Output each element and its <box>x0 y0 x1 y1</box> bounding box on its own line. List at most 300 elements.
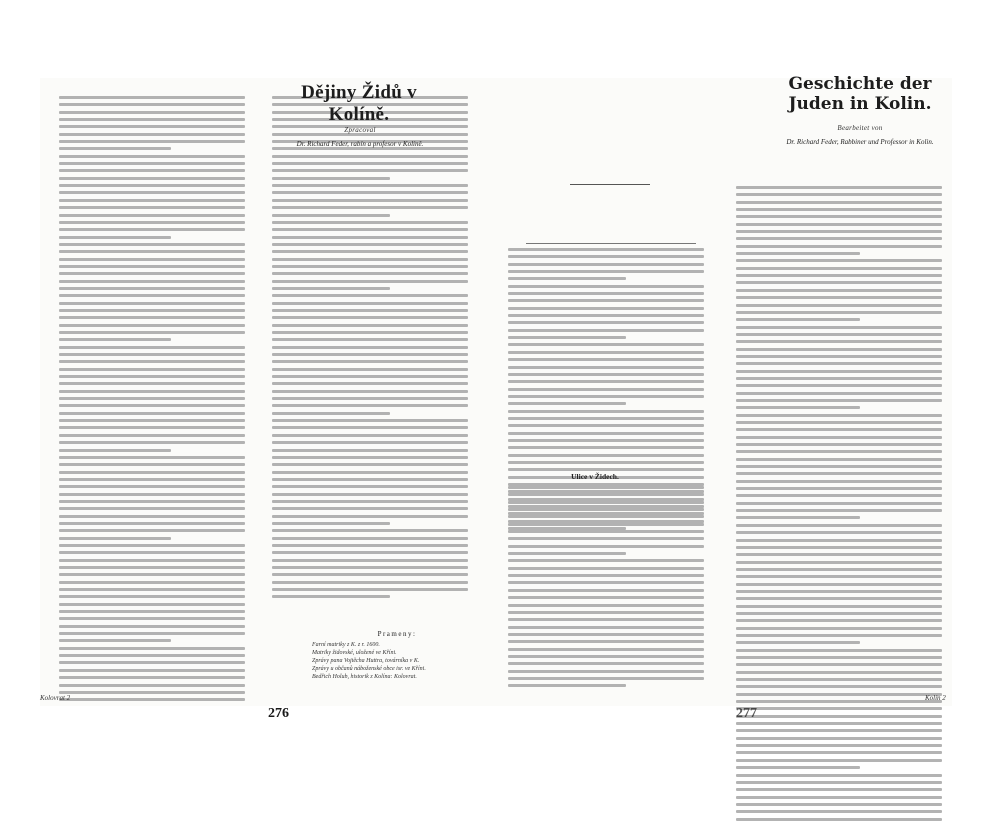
source-item: Farní matriky z K. z r. 1600. <box>312 642 380 648</box>
text-line <box>736 707 942 710</box>
text-line <box>272 478 468 481</box>
text-line <box>59 316 245 319</box>
german-column <box>736 186 942 825</box>
text-line <box>736 656 942 659</box>
title-rule <box>570 184 650 185</box>
text-line <box>736 259 942 262</box>
text-line <box>736 781 942 784</box>
text-line <box>736 561 942 564</box>
text-line <box>508 662 704 665</box>
text-line <box>508 468 704 471</box>
text-line <box>508 351 704 354</box>
text-line <box>736 796 942 799</box>
text-line <box>59 647 245 650</box>
text-line <box>736 509 942 512</box>
text-line <box>59 537 171 540</box>
text-line <box>736 355 942 358</box>
text-line <box>272 214 390 217</box>
text-line <box>59 169 245 172</box>
text-line <box>736 237 942 240</box>
text-line <box>736 392 942 395</box>
text-line <box>272 287 390 290</box>
text-line <box>59 206 245 209</box>
text-line <box>508 493 704 496</box>
left-page <box>40 78 501 706</box>
text-line <box>59 669 245 672</box>
text-line <box>272 360 468 363</box>
text-line <box>272 309 468 312</box>
czech-title: Dějiny Židů v Kolíně. <box>301 82 417 125</box>
text-line <box>736 296 942 299</box>
text-line <box>272 507 468 510</box>
text-line <box>272 559 468 562</box>
text-line <box>59 617 245 620</box>
text-line <box>508 567 704 570</box>
text-line <box>736 406 860 409</box>
text-line <box>272 346 468 349</box>
text-line <box>272 177 390 180</box>
text-line <box>508 552 626 555</box>
text-line <box>59 375 245 378</box>
text-line <box>59 632 245 635</box>
text-line <box>736 590 942 593</box>
text-line <box>508 559 704 562</box>
text-line <box>736 281 942 284</box>
text-line <box>736 502 942 505</box>
right-page <box>500 78 952 706</box>
text-line <box>736 201 942 204</box>
text-line <box>508 454 704 457</box>
text-line <box>59 243 245 246</box>
text-line <box>736 663 942 666</box>
czech-byline-rule <box>526 243 696 244</box>
text-line <box>736 818 942 821</box>
text-line <box>59 155 245 158</box>
text-line <box>59 103 245 106</box>
text-line <box>272 419 468 422</box>
text-line <box>736 649 942 652</box>
right-folio: Kolín 2 <box>925 694 946 702</box>
text-line <box>736 362 942 365</box>
text-line <box>59 471 245 474</box>
text-line <box>59 236 171 239</box>
text-line <box>736 531 942 534</box>
text-line <box>272 382 468 385</box>
text-line <box>272 537 468 540</box>
text-line <box>736 685 942 688</box>
text-line <box>272 265 468 268</box>
text-line <box>508 537 704 540</box>
text-line <box>272 566 468 569</box>
text-line <box>272 456 468 459</box>
text-line <box>59 133 245 136</box>
text-line <box>508 596 704 599</box>
text-line <box>736 340 942 343</box>
text-line <box>508 515 704 518</box>
text-line <box>59 515 245 518</box>
text-line <box>736 480 942 483</box>
text-line <box>508 307 704 310</box>
text-line <box>508 373 704 376</box>
text-line <box>59 360 245 363</box>
text-line <box>736 443 942 446</box>
text-line <box>59 140 245 143</box>
text-line <box>736 605 942 608</box>
text-line <box>272 250 468 253</box>
czech-byline-label: Zpracoval <box>344 126 376 134</box>
text-line <box>508 388 704 391</box>
text-line <box>736 274 942 277</box>
text-line <box>508 648 704 651</box>
text-line <box>736 634 942 637</box>
text-line <box>272 434 468 437</box>
text-line <box>59 500 245 503</box>
text-line <box>59 338 171 341</box>
text-line <box>736 472 942 475</box>
text-line <box>736 421 942 424</box>
text-line <box>59 610 245 613</box>
text-line <box>736 333 942 336</box>
text-line <box>59 214 245 217</box>
text-line <box>59 397 245 400</box>
text-line <box>736 583 942 586</box>
text-line <box>508 292 704 295</box>
text-line <box>272 581 468 584</box>
text-line <box>59 221 245 224</box>
text-line <box>736 311 942 314</box>
text-line <box>272 353 468 356</box>
text-line <box>59 353 245 356</box>
text-line <box>59 118 245 121</box>
text-line <box>736 729 942 732</box>
section-subheading: Ulice v Židech. <box>571 472 619 481</box>
text-line <box>736 458 942 461</box>
text-line <box>736 267 942 270</box>
czech-column-continued <box>508 486 704 692</box>
text-line <box>736 436 942 439</box>
text-line <box>508 343 704 346</box>
text-line <box>508 395 704 398</box>
text-line <box>508 402 626 405</box>
text-line <box>59 177 245 180</box>
text-line <box>59 544 245 547</box>
text-line <box>59 228 245 231</box>
text-line <box>508 574 704 577</box>
text-line <box>736 774 942 777</box>
text-line <box>508 424 704 427</box>
text-line <box>272 426 468 429</box>
text-line <box>59 331 245 334</box>
text-line <box>736 428 942 431</box>
text-line <box>508 248 704 251</box>
text-line <box>736 399 942 402</box>
text-line <box>59 698 245 701</box>
text-line <box>272 338 468 341</box>
text-line <box>508 255 704 258</box>
text-line <box>59 419 245 422</box>
text-line <box>736 641 860 644</box>
text-line <box>272 221 468 224</box>
text-line <box>59 434 245 437</box>
text-line <box>272 551 468 554</box>
text-line <box>59 522 245 525</box>
text-line <box>736 208 942 211</box>
text-line <box>272 515 468 518</box>
text-line <box>59 595 245 598</box>
text-line <box>272 206 468 209</box>
text-line <box>736 766 860 769</box>
text-line <box>59 507 245 510</box>
text-line <box>736 318 860 321</box>
text-line <box>736 546 942 549</box>
text-line <box>59 559 245 562</box>
source-item: Bedřich Holub, historik z Kolína: Kolovrat. <box>312 674 417 680</box>
text-line <box>508 677 704 680</box>
text-line <box>272 404 468 407</box>
text-line <box>508 523 704 526</box>
text-line <box>508 655 704 658</box>
text-line <box>736 700 942 703</box>
text-line <box>508 417 704 420</box>
text-line <box>59 639 171 642</box>
text-line <box>59 390 245 393</box>
text-line <box>59 309 245 312</box>
source-item: Zprávy pana Vojtěcha Huttra, továrníka v K. <box>312 658 420 664</box>
text-line <box>59 382 245 385</box>
text-line <box>736 759 942 762</box>
text-line <box>272 162 468 165</box>
text-line <box>59 676 245 679</box>
text-line <box>508 486 704 489</box>
text-line <box>59 272 245 275</box>
text-line <box>508 329 704 332</box>
text-line <box>272 199 468 202</box>
text-line <box>508 263 704 266</box>
text-line <box>736 465 942 468</box>
text-line <box>736 788 942 791</box>
text-line <box>272 331 468 334</box>
text-line <box>272 588 468 591</box>
text-line <box>272 302 468 305</box>
text-line <box>736 252 860 255</box>
text-line <box>508 633 704 636</box>
text-line <box>59 603 245 606</box>
text-line <box>59 265 245 268</box>
text-line <box>59 250 245 253</box>
text-line <box>59 199 245 202</box>
text-line <box>736 304 942 307</box>
sources-title: Prameny: <box>377 630 417 638</box>
text-line <box>736 737 942 740</box>
text-line <box>508 321 704 324</box>
text-line <box>736 494 942 497</box>
text-line <box>736 751 942 754</box>
text-line <box>736 575 942 578</box>
text-line <box>59 191 245 194</box>
text-line <box>508 461 704 464</box>
text-line <box>272 375 468 378</box>
text-line <box>59 346 245 349</box>
text-line <box>508 410 704 413</box>
text-line <box>272 184 468 187</box>
text-line <box>736 414 942 417</box>
text-line <box>736 671 942 674</box>
text-line <box>736 450 942 453</box>
text-line <box>272 169 468 172</box>
text-line <box>272 544 468 547</box>
text-line <box>272 324 468 327</box>
text-line <box>272 294 468 297</box>
source-item: Matriky židovské, uložené ve Kříni. <box>312 650 397 656</box>
text-line <box>272 485 468 488</box>
text-line <box>272 368 468 371</box>
text-line <box>272 258 468 261</box>
text-line <box>736 245 942 248</box>
text-line <box>59 184 245 187</box>
text-line <box>272 155 468 158</box>
left-page-column-2 <box>272 96 468 603</box>
text-line <box>272 316 468 319</box>
text-line <box>272 493 468 496</box>
text-line <box>59 463 245 466</box>
text-line <box>59 412 245 415</box>
text-line <box>508 508 704 511</box>
text-line <box>736 186 942 189</box>
text-line <box>736 348 942 351</box>
text-line <box>508 336 626 339</box>
text-line <box>272 390 468 393</box>
text-line <box>736 553 942 556</box>
text-line <box>508 545 704 548</box>
text-line <box>59 529 245 532</box>
text-line <box>508 611 704 614</box>
left-folio: Kolovrat 2 <box>40 694 71 702</box>
text-line <box>736 377 942 380</box>
text-line <box>736 627 942 630</box>
text-line <box>59 588 245 591</box>
text-line <box>508 358 704 361</box>
german-title: Geschichte der Juden in Kolin. <box>788 74 932 114</box>
text-line <box>508 640 704 643</box>
text-line <box>59 684 245 687</box>
text-line <box>508 432 704 435</box>
text-line <box>59 573 245 576</box>
text-line <box>272 236 468 239</box>
text-line <box>508 366 704 369</box>
text-line <box>59 324 245 327</box>
text-line <box>272 595 390 598</box>
text-line <box>272 449 468 452</box>
right-page-number: 277 <box>736 706 757 721</box>
text-line <box>736 516 860 519</box>
text-line <box>736 678 942 681</box>
text-line <box>272 441 468 444</box>
text-line <box>272 500 468 503</box>
text-line <box>736 230 942 233</box>
text-line <box>508 684 626 687</box>
text-line <box>508 670 704 673</box>
text-line <box>736 693 942 696</box>
text-line <box>59 551 245 554</box>
text-line <box>59 478 245 481</box>
text-line <box>736 539 942 542</box>
text-line <box>59 441 245 444</box>
text-line <box>59 691 245 694</box>
text-line <box>272 397 468 400</box>
czech-byline: Dr. Richard Feder, rabín a profesor v Kolíně. <box>296 140 424 148</box>
text-line <box>508 277 626 280</box>
text-line <box>272 272 468 275</box>
text-line <box>59 661 245 664</box>
left-page-number: 276 <box>268 706 289 721</box>
text-line <box>736 223 942 226</box>
text-line <box>272 573 468 576</box>
text-line <box>736 715 942 718</box>
text-line <box>736 370 942 373</box>
text-line <box>736 384 942 387</box>
text-line <box>736 810 942 813</box>
text-line <box>59 111 245 114</box>
text-line <box>59 485 245 488</box>
text-line <box>59 654 245 657</box>
text-line <box>59 96 245 99</box>
text-line <box>59 368 245 371</box>
text-line <box>736 612 942 615</box>
text-line <box>736 215 942 218</box>
text-line <box>59 125 245 128</box>
text-line <box>59 162 245 165</box>
text-line <box>508 604 704 607</box>
text-line <box>736 289 942 292</box>
text-line <box>272 522 390 525</box>
text-line <box>508 501 704 504</box>
text-line <box>508 618 704 621</box>
text-line <box>736 524 942 527</box>
text-line <box>59 426 245 429</box>
text-line <box>508 581 704 584</box>
text-line <box>59 302 245 305</box>
text-line <box>736 326 942 329</box>
text-line <box>736 619 942 622</box>
text-line <box>736 568 942 571</box>
text-line <box>272 228 468 231</box>
text-line <box>272 529 468 532</box>
text-line <box>59 566 245 569</box>
text-line <box>736 193 942 196</box>
sources-block <box>312 630 482 681</box>
text-line <box>508 299 704 302</box>
text-line <box>59 280 245 283</box>
source-item: Zprávy u občanů náboženské obce isr. ve Kříni. <box>312 666 426 672</box>
text-line <box>59 294 245 297</box>
text-line <box>272 280 468 283</box>
text-line <box>508 589 704 592</box>
text-line <box>59 287 245 290</box>
text-line <box>508 270 704 273</box>
text-line <box>59 581 245 584</box>
text-line <box>272 471 468 474</box>
text-line <box>736 803 942 806</box>
text-line <box>59 147 171 150</box>
text-line <box>59 456 245 459</box>
text-line <box>59 258 245 261</box>
text-line <box>272 463 468 466</box>
text-line <box>272 412 390 415</box>
text-line <box>736 744 942 747</box>
text-line <box>508 380 704 383</box>
text-line <box>59 449 171 452</box>
text-line <box>59 493 245 496</box>
